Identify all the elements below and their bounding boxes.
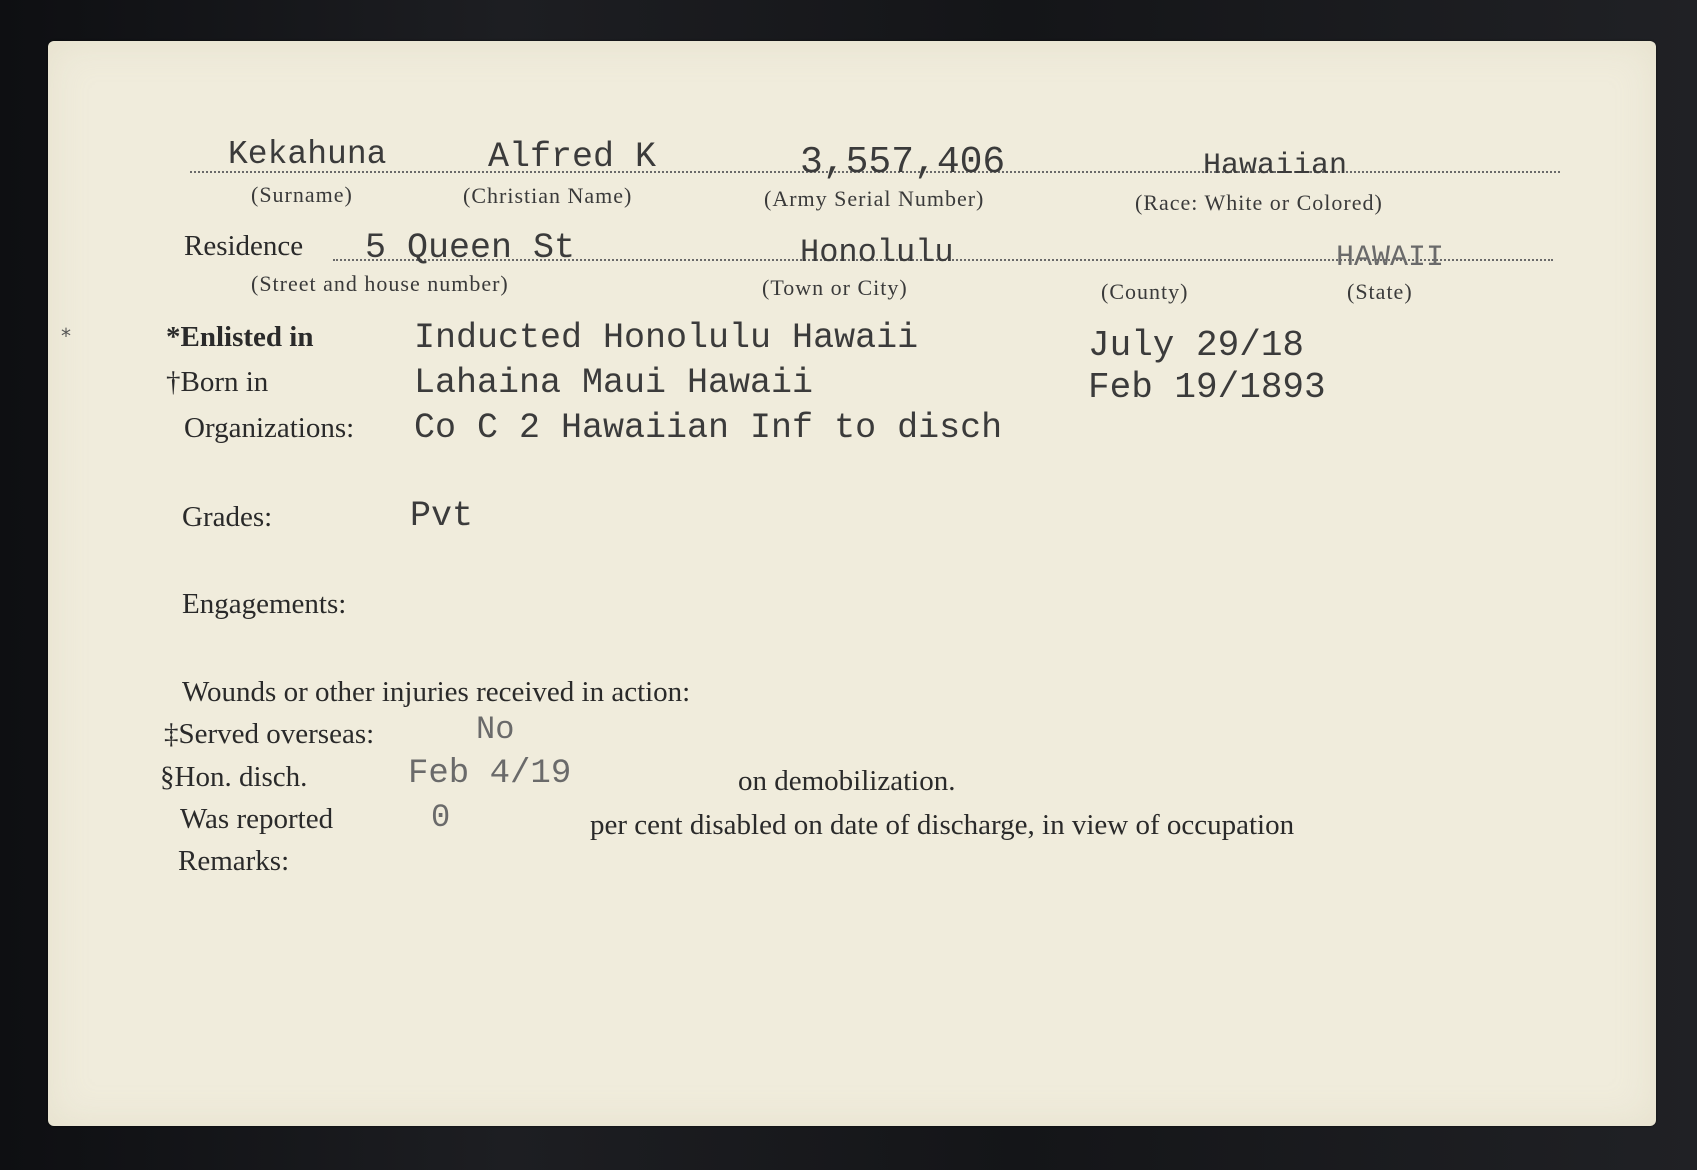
race-value: Hawaiian [1203, 149, 1348, 183]
grades-label: Grades: [182, 501, 273, 533]
street-value: 5 Queen St [365, 228, 576, 268]
disability-suffix: per cent disabled on date of discharge, in view of occupation [590, 809, 1295, 841]
enlisted-label: *Enlisted in [166, 321, 314, 353]
disability-value: 0 [431, 799, 451, 836]
street-caption: (Street and house number) [251, 271, 509, 296]
organizations-value: Co C 2 Hawaiian Inf to disch [414, 408, 1003, 448]
born-date: Feb 19/1893 [1088, 367, 1326, 408]
born-value: Lahaina Maui Hawaii [414, 363, 814, 403]
discharge-date: Feb 4/19 [408, 755, 572, 793]
town-caption: (Town or City) [762, 275, 908, 300]
race-caption: (Race: White or Colored) [1135, 190, 1383, 215]
residence-label: Residence [184, 230, 304, 262]
serial-number-caption: (Army Serial Number) [764, 186, 985, 211]
state-value: HAWAII [1336, 241, 1445, 275]
margin-mark: * [61, 324, 71, 348]
county-caption: (County) [1101, 279, 1189, 304]
born-label: †Born in [166, 366, 269, 398]
surname-value: Kekahuna [228, 136, 387, 173]
overseas-value: No [476, 711, 515, 748]
disability-label: Was reported [180, 803, 334, 835]
enlisted-value: Inducted Honolulu Hawaii [414, 318, 919, 358]
remarks-label: Remarks: [178, 845, 290, 877]
state-caption: (State) [1347, 279, 1413, 304]
town-value: Honolulu [800, 234, 954, 271]
overseas-label: ‡Served overseas: [164, 718, 375, 750]
organizations-label: Organizations: [184, 412, 355, 444]
serial-number-value: 3,557,406 [800, 141, 1006, 184]
wounds-label: Wounds or other injuries received in action: [182, 676, 691, 708]
enlisted-date: July 29/18 [1088, 325, 1305, 366]
surname-caption: (Surname) [251, 182, 353, 207]
christian-name-caption: (Christian Name) [463, 183, 633, 208]
discharge-suffix: on demobilization. [738, 765, 956, 797]
engagements-label: Engagements: [182, 588, 347, 620]
service-record-card [48, 41, 1656, 1126]
discharge-label: §Hon. disch. [160, 761, 308, 793]
grades-value: Pvt [410, 496, 474, 536]
christian-name-value: Alfred K [488, 137, 657, 177]
